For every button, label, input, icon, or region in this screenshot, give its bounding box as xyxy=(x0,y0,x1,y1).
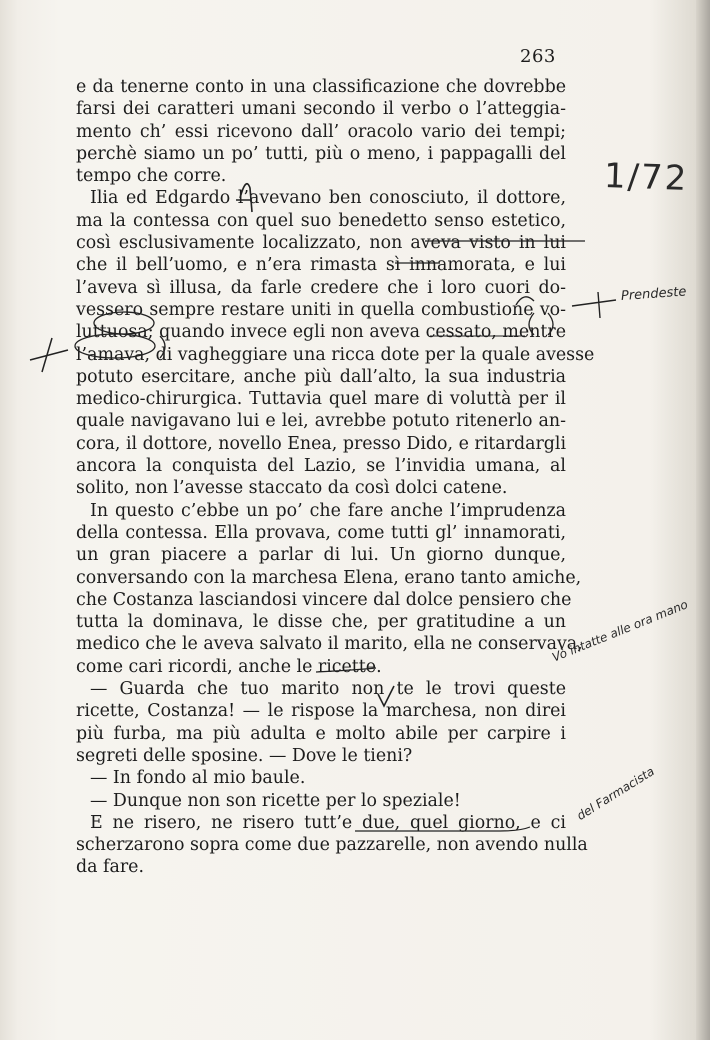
text-line: potuto esercitare, anche più dall’alto, la sua industria xyxy=(76,366,566,387)
page-number: 263 xyxy=(520,46,556,67)
text-line: mento ch’ essi ricevono dall’ oracolo vario dei tempi; xyxy=(76,121,566,142)
text-line: solito, non l’avesse staccato da così dolci catene. xyxy=(76,478,508,499)
margin-note-correction: Prendeste xyxy=(620,284,687,304)
dialogue-line: — Dunque non son ricette per lo speziale! xyxy=(90,790,461,811)
text-line: che Costanza lasciandosi vincere dal dolce pensiero che xyxy=(76,589,572,610)
dialogue-line: — Guarda che tuo marito non te le trovi queste xyxy=(90,679,566,700)
text-line: medico-chirurgica. Tuttavia quel mare di voluttà per il xyxy=(76,389,566,410)
text-line: farsi dei caratteri umani secondo il verbo o l’atteggia- xyxy=(76,99,566,120)
dialogue-line: — In fondo al mio baule. xyxy=(90,768,306,789)
page-edge-shadow xyxy=(696,0,710,1040)
text-line: un gran piacere a parlar di lui. Un giorno dunque, xyxy=(76,545,566,566)
paragraph-start: In questo c’ebbe un po’ che fare anche l’imprudenza xyxy=(90,500,566,521)
text-line: luttuosa; quando invece egli non aveva cessato, mentre xyxy=(76,322,566,343)
margin-note-correction: Vò intatte alle ora mano xyxy=(550,597,690,665)
text-line: più furba, ma più adulta e molto abile per carpire i xyxy=(76,723,566,744)
text-line: ancora la conquista del Lazio, se l’invidia umana, al xyxy=(76,456,566,477)
text-line: ma la contessa con quel suo benedetto senso estetico, xyxy=(76,210,566,231)
text-line: e da tenerne conto in una classificazione che dovrebbe xyxy=(76,77,566,97)
cross-mark xyxy=(30,338,68,372)
text-line: così esclusivamente localizzato, non aveva visto in lui xyxy=(76,233,566,254)
text-line: l’aveva sì illusa, da farle credere che i loro cuori do- xyxy=(76,277,566,298)
text-line: che il bell’uomo, e n’era rimasta sì innamorata, e lui xyxy=(76,255,566,276)
text-line: conversando con la marchesa Elena, erano tanto amiche, xyxy=(76,567,582,588)
body-text xyxy=(76,76,595,879)
paragraph-start: Ilia ed Edgardo l’avevano ben conosciuto, il dottore, xyxy=(90,188,566,209)
text-line: perchè siamo un po’ tutti, più o meno, i pappagalli del xyxy=(76,143,566,164)
text-line: della contessa. Ella provava, come tutti gl’ innamorati, xyxy=(76,522,566,543)
margin-line xyxy=(572,292,616,318)
text-line: ricette, Costanza! — le rispose la marchesa, non direi xyxy=(76,701,566,722)
text-line: quale navigavano lui e lei, avrebbe potuto ritenerlo an- xyxy=(76,411,566,432)
paragraph-start: E ne risero, ne risero tutt’e due, quel giorno, e ci xyxy=(90,812,566,833)
text-line: come cari ricordi, anche le ricette. xyxy=(76,656,382,677)
margin-note-correction: del Farmacista xyxy=(574,764,657,823)
margin-note-page-ref: 1/72 xyxy=(603,156,690,199)
text-line: tutta la dominava, le disse che, per gratitudine a un xyxy=(76,612,566,633)
text-line: segreti delle sposine. — Dove le tieni? xyxy=(76,745,413,766)
text-line: medico che le aveva salvato il marito, ella ne conservava, xyxy=(76,634,583,655)
text-line: vessero sempre restare uniti in quella combustione vo- xyxy=(76,299,566,320)
text-line: cora, il dottore, novello Enea, presso Dido, e ritardargli xyxy=(76,433,567,454)
text-line: tempo che corre. xyxy=(76,166,227,187)
text-line: da fare. xyxy=(76,857,144,878)
text-line: l’amava, di vagheggiare una ricca dote per la quale avesse xyxy=(76,344,595,365)
text-line: scherzarono sopra come due pazzarelle, non avendo nulla xyxy=(76,835,588,856)
